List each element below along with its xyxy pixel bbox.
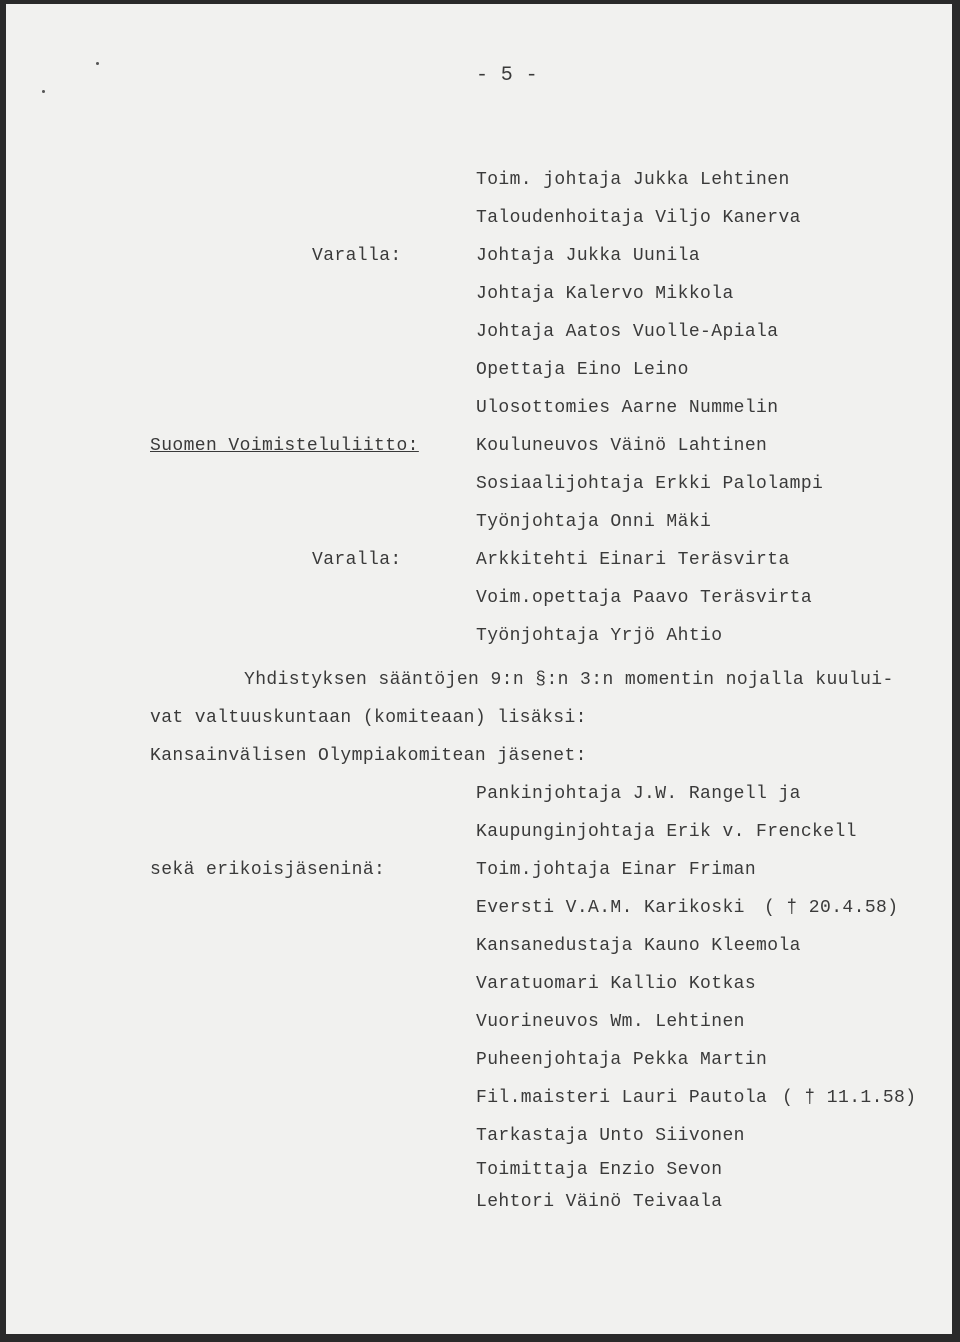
speck — [42, 90, 45, 93]
death-note: ( † 20.4.58) — [764, 898, 899, 918]
varalla-label: Varalla: — [312, 550, 402, 570]
list-item: Toim. johtaja Jukka Lehtinen — [476, 170, 790, 190]
list-item: Työnjohtaja Onni Mäki — [476, 512, 712, 532]
varalla-label: Varalla: — [312, 246, 402, 266]
paragraph-line: Yhdistyksen sääntöjen 9:n §:n 3:n momentin nojalla kuului- — [244, 670, 894, 690]
list-item: Toim.johtaja Einar Friman — [476, 860, 757, 880]
list-item: Johtaja Jukka Uunila — [476, 246, 701, 266]
speck — [96, 62, 99, 65]
list-item: Johtaja Kalervo Mikkola — [476, 284, 734, 304]
special-members-label: sekä erikoisjäseninä: — [150, 860, 386, 880]
list-item: Puheenjohtaja Pekka Martin — [476, 1050, 768, 1070]
list-item: Lehtori Väinö Teivaala — [476, 1192, 723, 1212]
death-note: ( † 11.1.58) — [782, 1088, 917, 1108]
list-item: Kaupunginjohtaja Erik v. Frenckell — [476, 822, 857, 842]
list-item: Opettaja Eino Leino — [476, 360, 689, 380]
list-item: Kouluneuvos Väinö Lahtinen — [476, 436, 768, 456]
document-page — [6, 4, 952, 1334]
list-item: Johtaja Aatos Vuolle-Apiala — [476, 322, 779, 342]
list-item: Ulosottomies Aarne Nummelin — [476, 398, 779, 418]
list-item: Taloudenhoitaja Viljo Kanerva — [476, 208, 801, 228]
list-item: Vuorineuvos Wm. Lehtinen — [476, 1012, 745, 1032]
suomen-voimisteluliitto-label: Suomen Voimisteluliitto: — [150, 436, 419, 456]
page-number: - 5 - — [476, 64, 539, 87]
list-item: Arkkitehti Einari Teräsvirta — [476, 550, 790, 570]
list-item: Varatuomari Kallio Kotkas — [476, 974, 757, 994]
paragraph-line: Kansainvälisen Olympiakomitean jäsenet: — [150, 746, 587, 766]
list-item: Voim.opettaja Paavo Teräsvirta — [476, 588, 813, 608]
list-item: Työnjohtaja Yrjö Ahtio — [476, 626, 723, 646]
list-item: Toimittaja Enzio Sevon — [476, 1160, 723, 1180]
list-item: Pankinjohtaja J.W. Rangell ja — [476, 784, 801, 804]
list-item: Sosiaalijohtaja Erkki Palolampi — [476, 474, 824, 494]
list-item: Fil.maisteri Lauri Pautola — [476, 1088, 768, 1108]
list-item: Kansanedustaja Kauno Kleemola — [476, 936, 801, 956]
list-item: Eversti V.A.M. Karikoski — [476, 898, 745, 918]
paragraph-line: vat valtuuskuntaan (komiteaan) lisäksi: — [150, 708, 587, 728]
list-item: Tarkastaja Unto Siivonen — [476, 1126, 745, 1146]
